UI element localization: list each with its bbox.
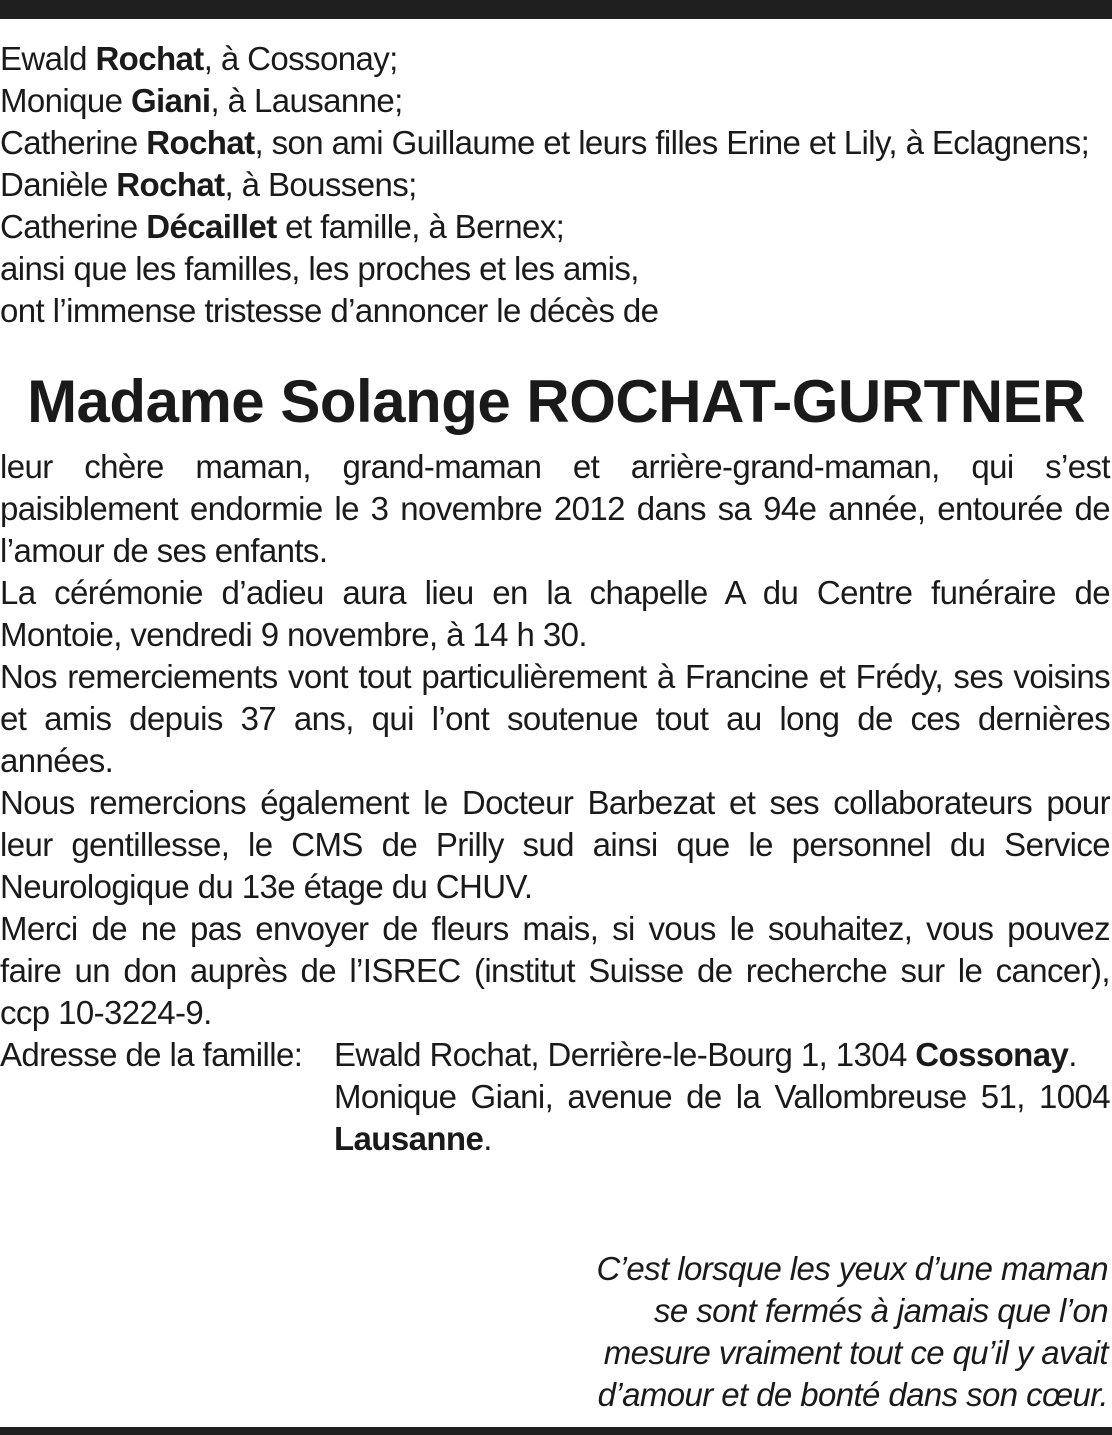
family-member-first-name: Danièle — [0, 166, 117, 203]
address-line-1-city: Cossonay — [915, 1036, 1069, 1073]
top-rule — [0, 0, 1112, 19]
family-member-surname: Rochat — [116, 166, 225, 203]
address-line-2-city: Lausanne — [334, 1120, 484, 1157]
closing-quote — [596, 1248, 1108, 1416]
family-member-location: , à Cossonay; — [203, 40, 398, 77]
quote-line: C’est lorsque les yeux d’une maman — [596, 1250, 1108, 1287]
family-member — [0, 80, 1110, 122]
intro-line: ainsi que les familles, les proches et les amis, — [0, 250, 639, 287]
quote-line: mesure vraiment tout ce qu’il y avait — [603, 1334, 1108, 1371]
paragraph-thanks-neighbors: Nos remerciements vont tout particulièrement à Francine et Frédy, ses voisins et amis depuis 37 ans, qui l’ont soutenue tout au long de ces dernières années. — [0, 658, 1110, 779]
address-line-2-text: Monique Giani, avenue de la Vallombreuse 51, 1004 — [334, 1078, 1110, 1115]
quote-line: d’amour et de bonté dans son cœur. — [597, 1376, 1108, 1413]
address-line-1 — [334, 1034, 1110, 1076]
announcement-line: ont l’immense tristesse d’annoncer le décès de — [0, 292, 659, 329]
family-member-location: , à Lausanne; — [210, 82, 403, 119]
address-line-1-text: Ewald Rochat, Derrière-le-Bourg 1, 1304 — [334, 1036, 916, 1073]
address-body — [334, 1034, 1110, 1160]
family-member-location: , son ami Guillaume et leurs filles Erine et Lily, à Eclagnens; — [254, 124, 1090, 161]
family-member — [0, 206, 1110, 248]
family-member-surname: Rochat — [95, 40, 204, 77]
obituary-notice — [0, 38, 1110, 1160]
family-address — [0, 1034, 1110, 1160]
family-member-first-name: Catherine — [0, 208, 147, 245]
address-line-2-end: . — [483, 1120, 492, 1157]
family-member-location: et famille, à Bernex; — [276, 208, 565, 245]
address-line-2 — [334, 1076, 1110, 1160]
family-member-first-name: Ewald — [0, 40, 96, 77]
address-label: Adresse de la famille: — [0, 1036, 303, 1073]
paragraph-ceremony: La cérémonie d’adieu aura lieu en la chapelle A du Centre funéraire de Montoie, vendredi 9 novembre, à 14 h 30. — [0, 574, 1110, 653]
paragraph-tribute: leur chère maman, grand-maman et arrière-grand-maman, qui s’est paisiblement endormie le 3 novembre 2012 dans sa 94e année, entourée de l’amour de ses enfants. — [0, 448, 1110, 569]
address-line-1-end: . — [1068, 1036, 1077, 1073]
family-member-location: , à Boussens; — [224, 166, 417, 203]
family-member-surname: Rochat — [146, 124, 255, 161]
deceased-name: Madame Solange ROCHAT-GURTNER — [27, 368, 1085, 435]
family-member-surname: Décaillet — [146, 208, 277, 245]
paragraph-thanks-medical: Nous remercions également le Docteur Barbezat et ses collaborateurs pour leur gentillesse, le CMS de Prilly sud ainsi que le personnel du Service Neurologique du 13e étage du CHUV. — [0, 784, 1110, 905]
family-member-first-name: Catherine — [0, 124, 147, 161]
quote-line: se sont fermés à jamais que l’on — [653, 1292, 1108, 1329]
family-member — [0, 122, 1110, 164]
family-member-surname: Giani — [130, 82, 211, 119]
family-member-first-name: Monique — [0, 82, 131, 119]
paragraph-donation: Merci de ne pas envoyer de fleurs mais, si vous le souhaitez, vous pouvez faire un don auprès de l’ISREC (institut Suisse de recherche sur le cancer), ccp 10-3224-9. — [0, 910, 1110, 1031]
family-member — [0, 164, 1110, 206]
family-member — [0, 38, 1110, 80]
bottom-rule — [0, 1427, 1112, 1435]
